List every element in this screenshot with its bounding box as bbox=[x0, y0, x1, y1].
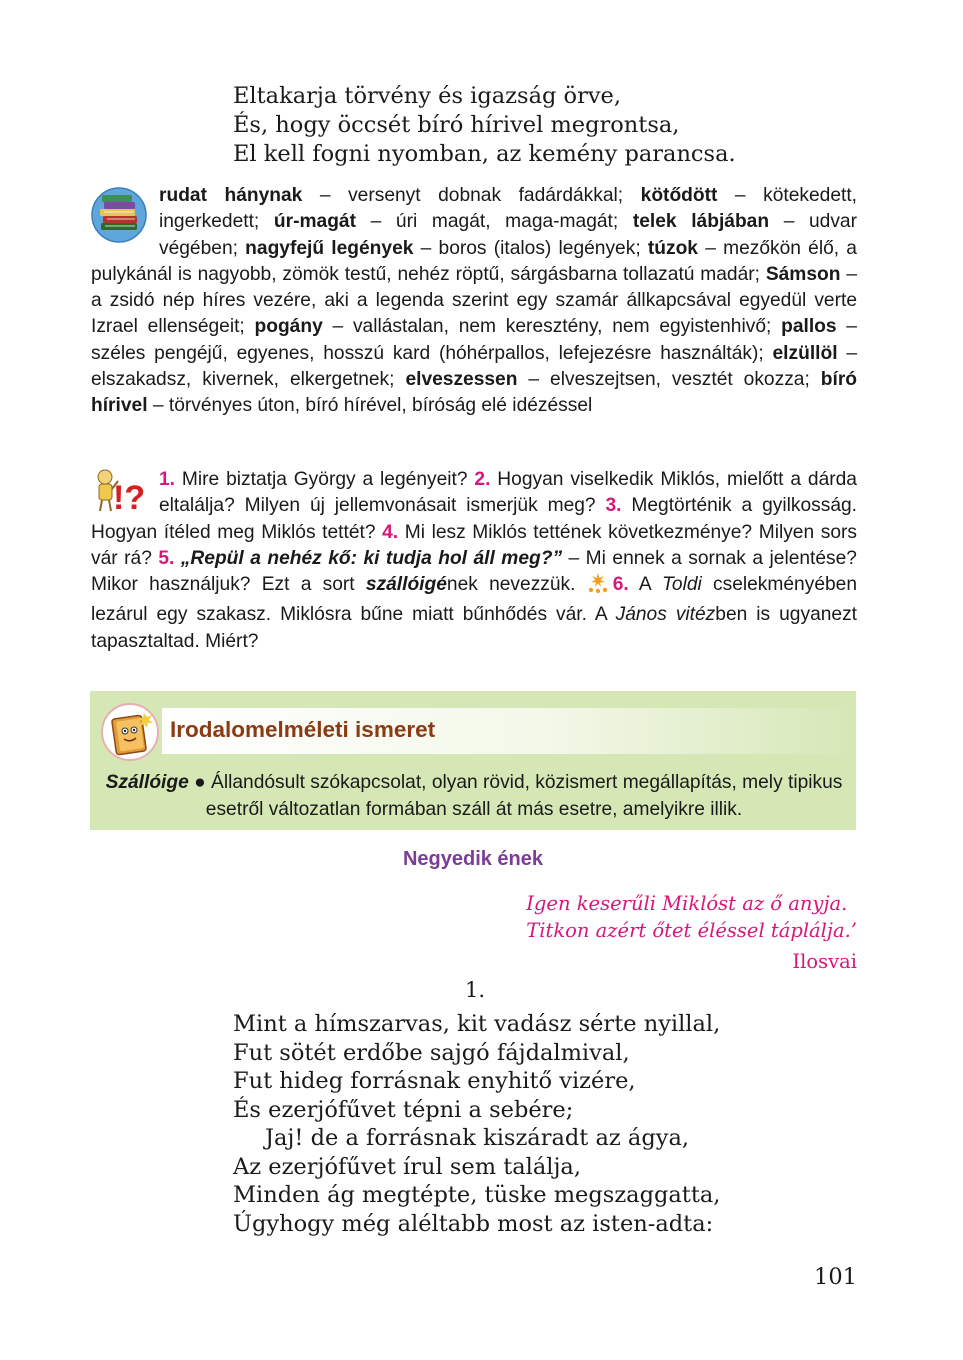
theory-term: Szállóige bbox=[105, 772, 189, 793]
poem-top-line: Eltakarja törvény és igazság örve, bbox=[233, 83, 622, 109]
question-title: János vitéz bbox=[615, 604, 716, 626]
question-number: 4. bbox=[382, 521, 399, 543]
gloss-def: – udvar végében; bbox=[159, 211, 857, 259]
question-term: szállóigé bbox=[365, 574, 447, 596]
motto-line: Titkon azért őtet éléssel táplálja.’ bbox=[526, 919, 857, 942]
poem-top-line: El kell fogni nyomban, az kemény parancsa. bbox=[233, 141, 736, 167]
poem-line: Fut sötét erdőbe sajgó fájdalmival, bbox=[233, 1039, 630, 1066]
gloss-def: – elveszejtsen, vesztét okozza; bbox=[517, 369, 821, 391]
gloss-def: – mezőkön élő, a pulykánál is nagyobb, zömök testű, nehéz röptű, sárgásbarna tollazatú madár; bbox=[91, 237, 857, 285]
theory-definition bbox=[102, 769, 846, 823]
question-text: Mire biztatja György a legényeit? bbox=[175, 469, 475, 490]
sparkle-icon bbox=[587, 572, 609, 602]
books-icon bbox=[91, 183, 159, 261]
question-number: 6. bbox=[612, 574, 629, 596]
gloss-def: – széles pengéjű, egyenes, hosszú kard (hóhérpallos, lefejezésre használták); bbox=[91, 316, 857, 364]
gloss-def: – kötekedett, ingerkedett; bbox=[159, 185, 857, 233]
question-text: cselekményében lezárul egy szakasz. Miklósra bűne miatt bűnhődés vár. A bbox=[91, 574, 858, 626]
gloss-term: nagyfejű legények bbox=[245, 237, 414, 259]
question-number: 3. bbox=[605, 495, 622, 517]
gloss-def: – úri magát, maga-magát; bbox=[356, 211, 633, 233]
gloss-term: túzok bbox=[647, 237, 698, 259]
question-text: Mi lesz Miklós tettének következménye? Milyen sors vár rá? bbox=[91, 521, 858, 569]
book-character-icon bbox=[100, 703, 160, 761]
question-text: – Mi ennek a sornak a jelentése? Mikor használjuk? Ezt a sort bbox=[91, 547, 857, 596]
question-text: Megtörténik a gyilkosság. Hogyan ítéled meg Miklós tettét? bbox=[91, 495, 858, 543]
question-text: A bbox=[628, 574, 662, 596]
gloss-term: bíró hírivel bbox=[91, 369, 858, 417]
glossary-text bbox=[91, 185, 857, 416]
theory-box bbox=[90, 691, 856, 830]
chapter-title: Negyedik ének bbox=[402, 848, 544, 870]
question-number: 2. bbox=[474, 469, 491, 490]
poem-line: Mint a hímszarvas, kit vadász sérte nyillal, bbox=[233, 1011, 721, 1037]
gloss-term: pogány bbox=[254, 316, 323, 338]
poem-line: Jaj! de a forrásnak kiszáradt az ágya, bbox=[265, 1125, 690, 1151]
stanza-number: 1. bbox=[465, 978, 486, 1002]
motto-source: Ilosvai bbox=[792, 950, 857, 973]
gloss-def: – versenyt dobnak fadárdákkal; bbox=[302, 185, 641, 206]
question-number: 5. bbox=[158, 547, 175, 569]
gloss-def: – boros (italos) legények; bbox=[413, 237, 648, 259]
glossary bbox=[91, 183, 857, 420]
questions bbox=[91, 467, 857, 655]
question-figure-icon bbox=[91, 467, 159, 519]
theory-title: Irodalomelméleti ismeret bbox=[170, 717, 436, 742]
poem-top-line: És, hogy öccsét bíró hírivel megrontsa, bbox=[233, 112, 680, 138]
question-text: nek nevezzük. bbox=[446, 574, 587, 596]
gloss-def: – törvényes úton, bíró hírével, bíróság elé idézéssel bbox=[147, 395, 593, 417]
gloss-term: elveszessen bbox=[405, 369, 518, 391]
poem-line: Úgyhogy még aléltabb most az isten-adta: bbox=[233, 1210, 714, 1237]
poem-line: Minden ág megtépte, tüske megszaggatta, bbox=[233, 1182, 721, 1208]
gloss-term: rudat hánynak bbox=[159, 185, 303, 206]
gloss-term: pallos bbox=[781, 316, 837, 338]
poem-line: Fut hideg forrásnak enyhitő vizére, bbox=[233, 1068, 636, 1094]
theory-text: Állandósult szókapcsolat, olyan rövid, közismert megállapítás, mely tipikus esetről változatlan formában száll át más esetre, amelyikre illik. bbox=[205, 772, 843, 820]
poem-line: És ezerjófűvet tépni a sebére; bbox=[233, 1096, 574, 1123]
gloss-term: kötődött bbox=[640, 185, 718, 206]
bullet: ● bbox=[188, 772, 212, 793]
question-title: Toldi bbox=[661, 574, 702, 596]
gloss-def: – elszakadsz, kivernek, elkergetnek; bbox=[91, 342, 857, 391]
poem-top bbox=[233, 82, 736, 169]
page-number: 101 bbox=[814, 1264, 857, 1290]
question-text: Hogyan viselkedik Miklós, mielőtt a dárda eltalálja? Milyen új jellemvonásait ismerjük meg? bbox=[159, 469, 857, 517]
poem-line: Az ezerjófűvet írul sem találja, bbox=[233, 1153, 582, 1180]
poem-stanza bbox=[233, 1010, 720, 1238]
gloss-term: Sámson bbox=[765, 263, 841, 285]
motto bbox=[526, 890, 857, 944]
question-number: 1. bbox=[159, 469, 176, 490]
motto-line: Igen keserűli Miklóst az ő anyja. bbox=[526, 892, 848, 915]
gloss-def: – a zsidó nép híres vezére, aki a legenda szerint egy szamár állkapcsával egyedül verte Izrael ellenségeit; bbox=[91, 263, 857, 338]
theory-header bbox=[162, 708, 856, 754]
question-text: ben is ugyanezt tapasztaltad. Miért? bbox=[91, 604, 858, 652]
gloss-def: – vallástalan, nem keresztény, nem egyistenhivő; bbox=[322, 316, 782, 338]
question-quote: „Repül a nehéz kő: ki tudja hol áll meg?” bbox=[174, 547, 563, 569]
gloss-term: úr-magát bbox=[273, 211, 356, 233]
gloss-term: elzüllöl bbox=[772, 342, 838, 364]
svg-text:!?: !? bbox=[113, 479, 146, 513]
gloss-term: telek lábjában bbox=[632, 211, 770, 233]
